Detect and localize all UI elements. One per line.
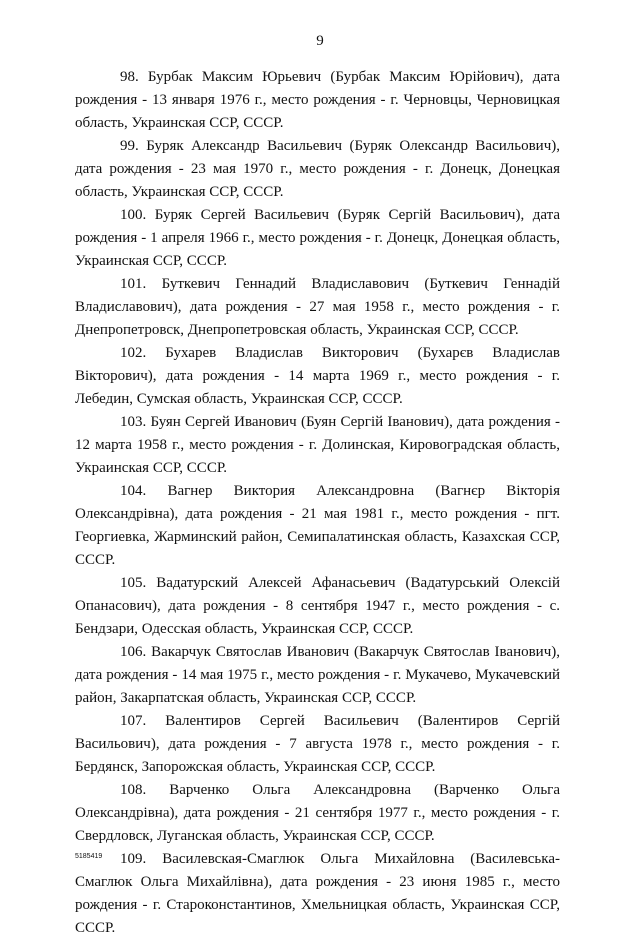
page-number: 9 xyxy=(316,33,324,49)
list-item: 101. Буткевич Геннадий Владиславович (Буткевич Геннадій Владиславович), дата рождения - 27 мая 1958 г., место рождения - г. Днепропетровск, Днепропетровская область, Украинская ССР, СССР. xyxy=(75,276,560,338)
list-item: 98. Бурбак Максим Юрьевич (Бурбак Максим Юрійович), дата рождения - 13 января 1976 г., место рождения - г. Черновцы, Черновицкая область, Украинская ССР, СССР. xyxy=(75,69,560,131)
list-item: 107. Валентиров Сергей Васильевич (Валентиров Сергій Васильович), дата рождения - 7 августа 1978 г., место рождения - г. Бердянск, Запорожская область, Украинская ССР, СССР. xyxy=(75,713,560,775)
list-item: 100. Буряк Сергей Васильевич (Буряк Сергій Васильович), дата рождения - 1 апреля 1966 г., место рождения - г. Донецк, Донецкая область, Украинская ССР, СССР. xyxy=(75,207,560,269)
list-item: 108. Варченко Ольга Александровна (Варченко Ольга Олександрівна), дата рождения - 21 сентября 1977 г., место рождения - г. Свердловск, Луганская область, Украинская ССР, СССР. xyxy=(75,782,560,844)
list-item: 102. Бухарев Владислав Викторович (Бухарєв Владислав Вікторович), дата рождения - 14 марта 1969 г., место рождения - г. Лебедин, Сумская область, Украинская ССР, СССР. xyxy=(75,345,560,407)
list-item: 109. Василевская-Смаглюк Ольга Михайловна (Василевська-Смаглюк Ольга Михайлівна), дата рождения - 23 июня 1985 г., место рождения - г. Староконстантинов, Хмельницкая область, Украинская ССР, СССР. xyxy=(75,851,560,936)
list-item: 105. Вадатурский Алексей Афанасьевич (Вадатурський Олексій Опанасович), дата рождения - 8 сентября 1947 г., место рождения - с. Бендзари, Одесская область, Украинская ССР, СССР. xyxy=(75,575,560,637)
list-item: 99. Буряк Александр Васильевич (Буряк Олександр Васильович), дата рождения - 23 мая 1970 г., место рождения - г. Донецк, Донецкая область, Украинская ССР, СССР. xyxy=(75,138,560,200)
list-item: 106. Вакарчук Святослав Иванович (Вакарчук Святослав Іванович), дата рождения - 14 мая 1975 г., место рождения - г. Мукачево, Мукачевский район, Закарпатская область, Украинская ССР, СССР. xyxy=(75,644,560,706)
document-code: 5185419 xyxy=(75,853,103,860)
entry-list xyxy=(75,66,560,940)
list-item: 103. Буян Сергей Иванович (Буян Сергій Іванович), дата рождения - 12 марта 1958 г., место рождения - г. Долинская, Кировоградская область, Украинская ССР, СССР. xyxy=(75,414,560,476)
list-item: 104. Вагнер Виктория Александровна (Вагнєр Вікторія Олександрівна), дата рождения - 21 мая 1981 г., место рождения - пгт. Георгиевка, Жарминский район, Семипалатинская область, Казахская ССР, СССР. xyxy=(75,483,560,568)
